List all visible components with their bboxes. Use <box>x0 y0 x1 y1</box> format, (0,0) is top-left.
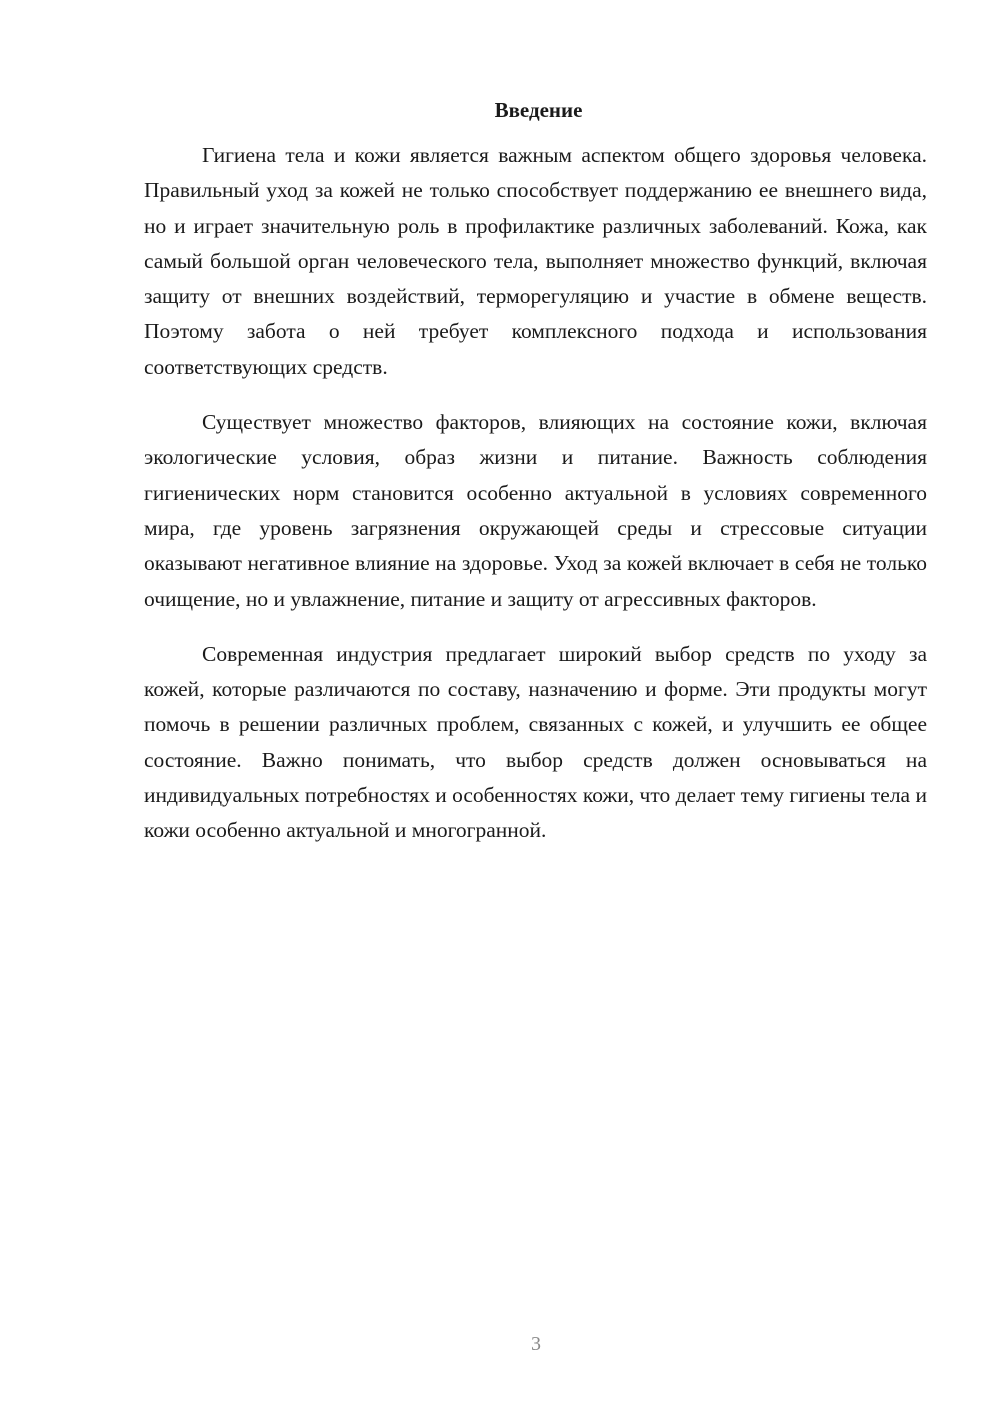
page-number: 3 <box>531 1333 541 1355</box>
paragraph-1: Гигиена тела и кожи является важным аспектом общего здоровья человека. Правильный уход за кожей не только способствует поддержанию ее внешнего вида, но и играет значительную роль в профилактике различных заболеваний. Кожа, как самый большой орган человеческого тела, выполняет множество функций, включая защиту от внешних воздействий, терморегуляцию и участие в обмене веществ. Поэтому забота о ней требует комплексного подхода и использования соответствующих средств. <box>144 143 927 379</box>
page-content <box>144 92 927 869</box>
section-heading: Введение <box>494 98 583 122</box>
paragraph-3: Современная индустрия предлагает широкий выбор средств по уходу за кожей, которые различаются по составу, назначению и форме. Эти продукты могут помочь в решении различных проблем, связанных с кожей, и улучшить ее общее состояние. Важно понимать, что выбор средств должен основываться на индивидуальных потребностях и особенностях кожи, что делает тему гигиены тела и кожи особенно актуальной и многогранной. <box>144 641 927 843</box>
paragraph-2: Существует множество факторов, влияющих на состояние кожи, включая экологические условия, образ жизни и питание. Важность соблюдения гигиенических норм становится особенно актуальной в условиях современного мира, где уровень загрязнения окружающей среды и стрессовые ситуации оказывают негативное влияние на здоровье. Уход за кожей включает в себя не только очищение, но и увлажнение, питание и защиту от агрессивных факторов. <box>144 410 927 611</box>
